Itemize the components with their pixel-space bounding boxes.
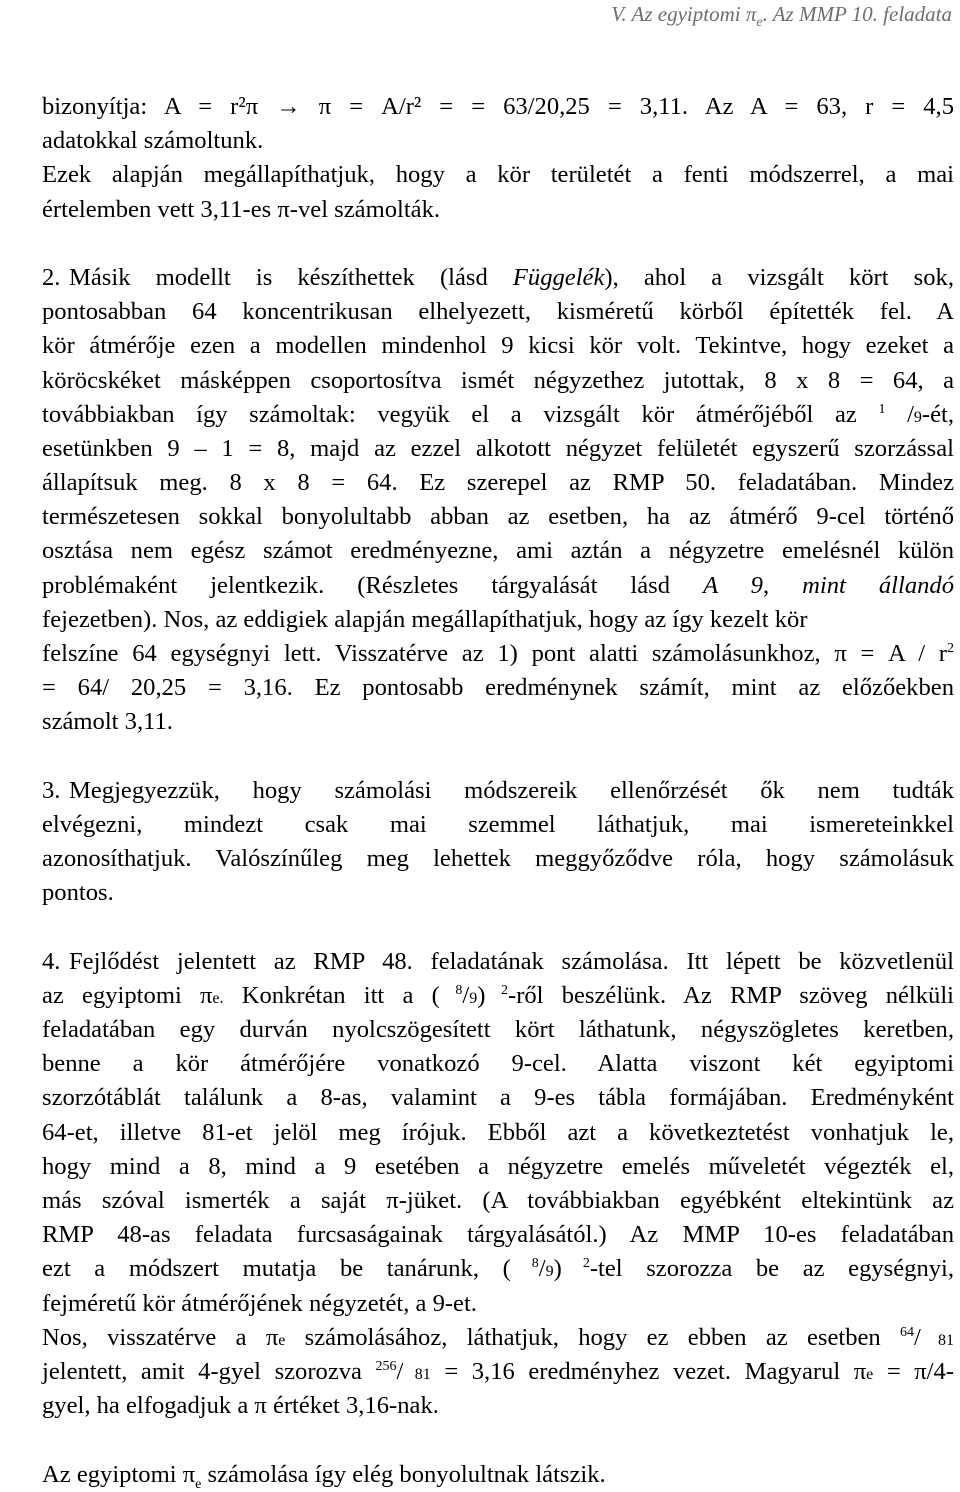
paragraph-line: kör átmérője ezen a modellen mindenhol 9 kicsi kör volt. Tekintve, hogy ezeket a xyxy=(42,332,954,360)
paragraph-line: pontosabban 64 koncentrikusan elhelyezett, kisméretű körből építették fel. A xyxy=(42,298,954,326)
paragraph-line: köröcskéket másképpen csoportosítva ismét négyzethez jutottak, 8 x 8 = 64, a xyxy=(42,366,954,394)
header-pi-sub: e xyxy=(756,15,763,31)
paragraph-line: elvégezni, mindezt csak mai szemmel láthatjuk, mai ismereteinkkel xyxy=(42,810,954,838)
appendix-ref: Függelék xyxy=(512,263,605,291)
paragraph-line: 64-et, illetve 81-et jelöl meg írójuk. Ebből azt a következtetést vonhatjuk le, xyxy=(42,1118,954,1146)
section-number: 4. xyxy=(42,947,61,975)
paragraph-line: más szóval ismerték a saját π-jüket. (A továbbiakban egyébként eltekintünk az xyxy=(42,1187,954,1214)
page-header xyxy=(611,2,952,31)
paragraph-line: 4. Fejlődést jelentett az RMP 48. feladatának számolása. Itt lépett be közvetlenül xyxy=(42,945,954,979)
paragraph-line: Ezek alapján megállapíthatjuk, hogy a kör területét a fenti módszerrel, a mai xyxy=(42,161,954,189)
header-text: V. Az egyiptomi xyxy=(611,2,746,26)
paragraph-line: esetünkben 9 – 1 = 8, majd az ezzel alkotott négyzet felületét egyszerű szorzással xyxy=(42,434,954,462)
paragraph-line: osztása nem egész számot eredményezne, ami aztán a négyzetre emelésnél külön xyxy=(42,537,954,565)
paragraph-line: = 64/ 20,25 = 3,16. Ez pontosabb eredménynek számít, mint az előzőekben xyxy=(42,674,954,702)
paragraph-line: fejezetben). Nos, az eddigiek alapján megállapíthatjuk, hogy az így kezelt kör xyxy=(42,605,808,633)
header-text-end: . Az MMP 10. feladata xyxy=(762,2,952,26)
paragraph-line: feladatában egy durván nyolcszögesített kört láthatunk, négyszögletes keretben, xyxy=(42,1016,954,1044)
section-number: 3. xyxy=(42,776,61,804)
paragraph-line: Nos, visszatérve a πe számolásához, láthatjuk, hogy ez ebben az esetben $^{64}$/ 81 xyxy=(42,1323,955,1351)
paragraph-line: természetesen sokkal bonyolultabb abban az esetben, ha az átmérő 9-cel történő xyxy=(42,503,954,531)
paragraph-line: RMP 48-as feladata furcsaságainak tárgyalásától.) Az MMP 10-es feladatában xyxy=(42,1221,954,1249)
paragraph-line: fejméretű kör átmérőjének négyzetét, a 9-et. xyxy=(42,1289,477,1317)
paragraph-line: 2. Másik modellt is készíthettek (lásd Függelék), ahol a vizsgált kört sok, xyxy=(42,261,954,295)
paragraph-line: bizonyítja: A = r²π → π = A/r² = = 63/20,25 = 3,11. Az A = 63, r = 4,5 xyxy=(42,93,954,120)
document-body xyxy=(42,90,954,1492)
paragraph-line: szorzótáblát találunk a 8-as, valamint a 9-es tábla formájában. Eredményként xyxy=(42,1084,954,1112)
chapter-ref: A 9, mint állandó xyxy=(703,571,955,599)
paragraph-line: adatokkal számoltunk. xyxy=(42,127,264,155)
paragraph-line: ezt a módszert mutatja be tanárunk, ( $^8$/9) $^2$-tel szorozza be az egységnyi, xyxy=(42,1255,955,1283)
paragraph-line: állapítsuk meg. 8 x 8 = 64. Ez szerepel az RMP 50. feladatában. Mindez xyxy=(42,469,954,497)
paragraph-line: felszíne 64 egységnyi lett. Visszatérve az 1) pont alatti számolásunkhoz, $\pi = A / r^2$ xyxy=(42,640,954,667)
paragraph-line: az egyiptomi πe. Konkrétan itt a ( $^8$/9) $^2$-ről beszélünk. Az RMP szöveg nélküli xyxy=(42,981,955,1009)
paragraph-line: értelemben vett 3,11-es π-vel számolták. xyxy=(42,195,441,223)
paragraph-line: jelentett, amit 4-gyel szorozva $^{256}$/ 81 = 3,16 eredményhez vezet. Magyarul πe = π/4- xyxy=(42,1357,954,1385)
section-number: 2. xyxy=(42,263,61,291)
closing-line: Az egyiptomi $\pi_e$ számolása így elég bonyolultnak látszik. xyxy=(42,1460,606,1492)
paragraph-line: benne a kör átmérőjére vonatkozó 9-cel. Alatta viszont két egyiptomi xyxy=(42,1050,954,1078)
paragraph-line: azonosíthatjuk. Valószínűleg meg lehettek meggyőződve róla, hogy számolásuk xyxy=(42,845,954,873)
header-pi: π xyxy=(745,2,757,26)
paragraph-line: számolt 3,11. xyxy=(42,708,173,736)
paragraph-line: továbbiakban így számoltak: vegyük el a vizsgált kör átmérőjéből az $^1$ /9-ét, xyxy=(42,400,954,428)
paragraph-line: hogy mind a 8, mind a 9 esetében a négyzetre emelés műveletét végezték el, xyxy=(42,1152,954,1180)
paragraph-line: gyel, ha elfogadjuk a π értéket 3,16-nak. xyxy=(42,1392,439,1420)
paragraph-line: 3. Megjegyezzük, hogy számolási módszereik ellenőrzését ők nem tudták xyxy=(42,774,954,808)
paragraph-line: problémaként jelentkezik. (Részletes tárgyalását lásd A 9, mint állandó xyxy=(42,571,955,599)
paragraph-line: pontos. xyxy=(42,879,114,907)
